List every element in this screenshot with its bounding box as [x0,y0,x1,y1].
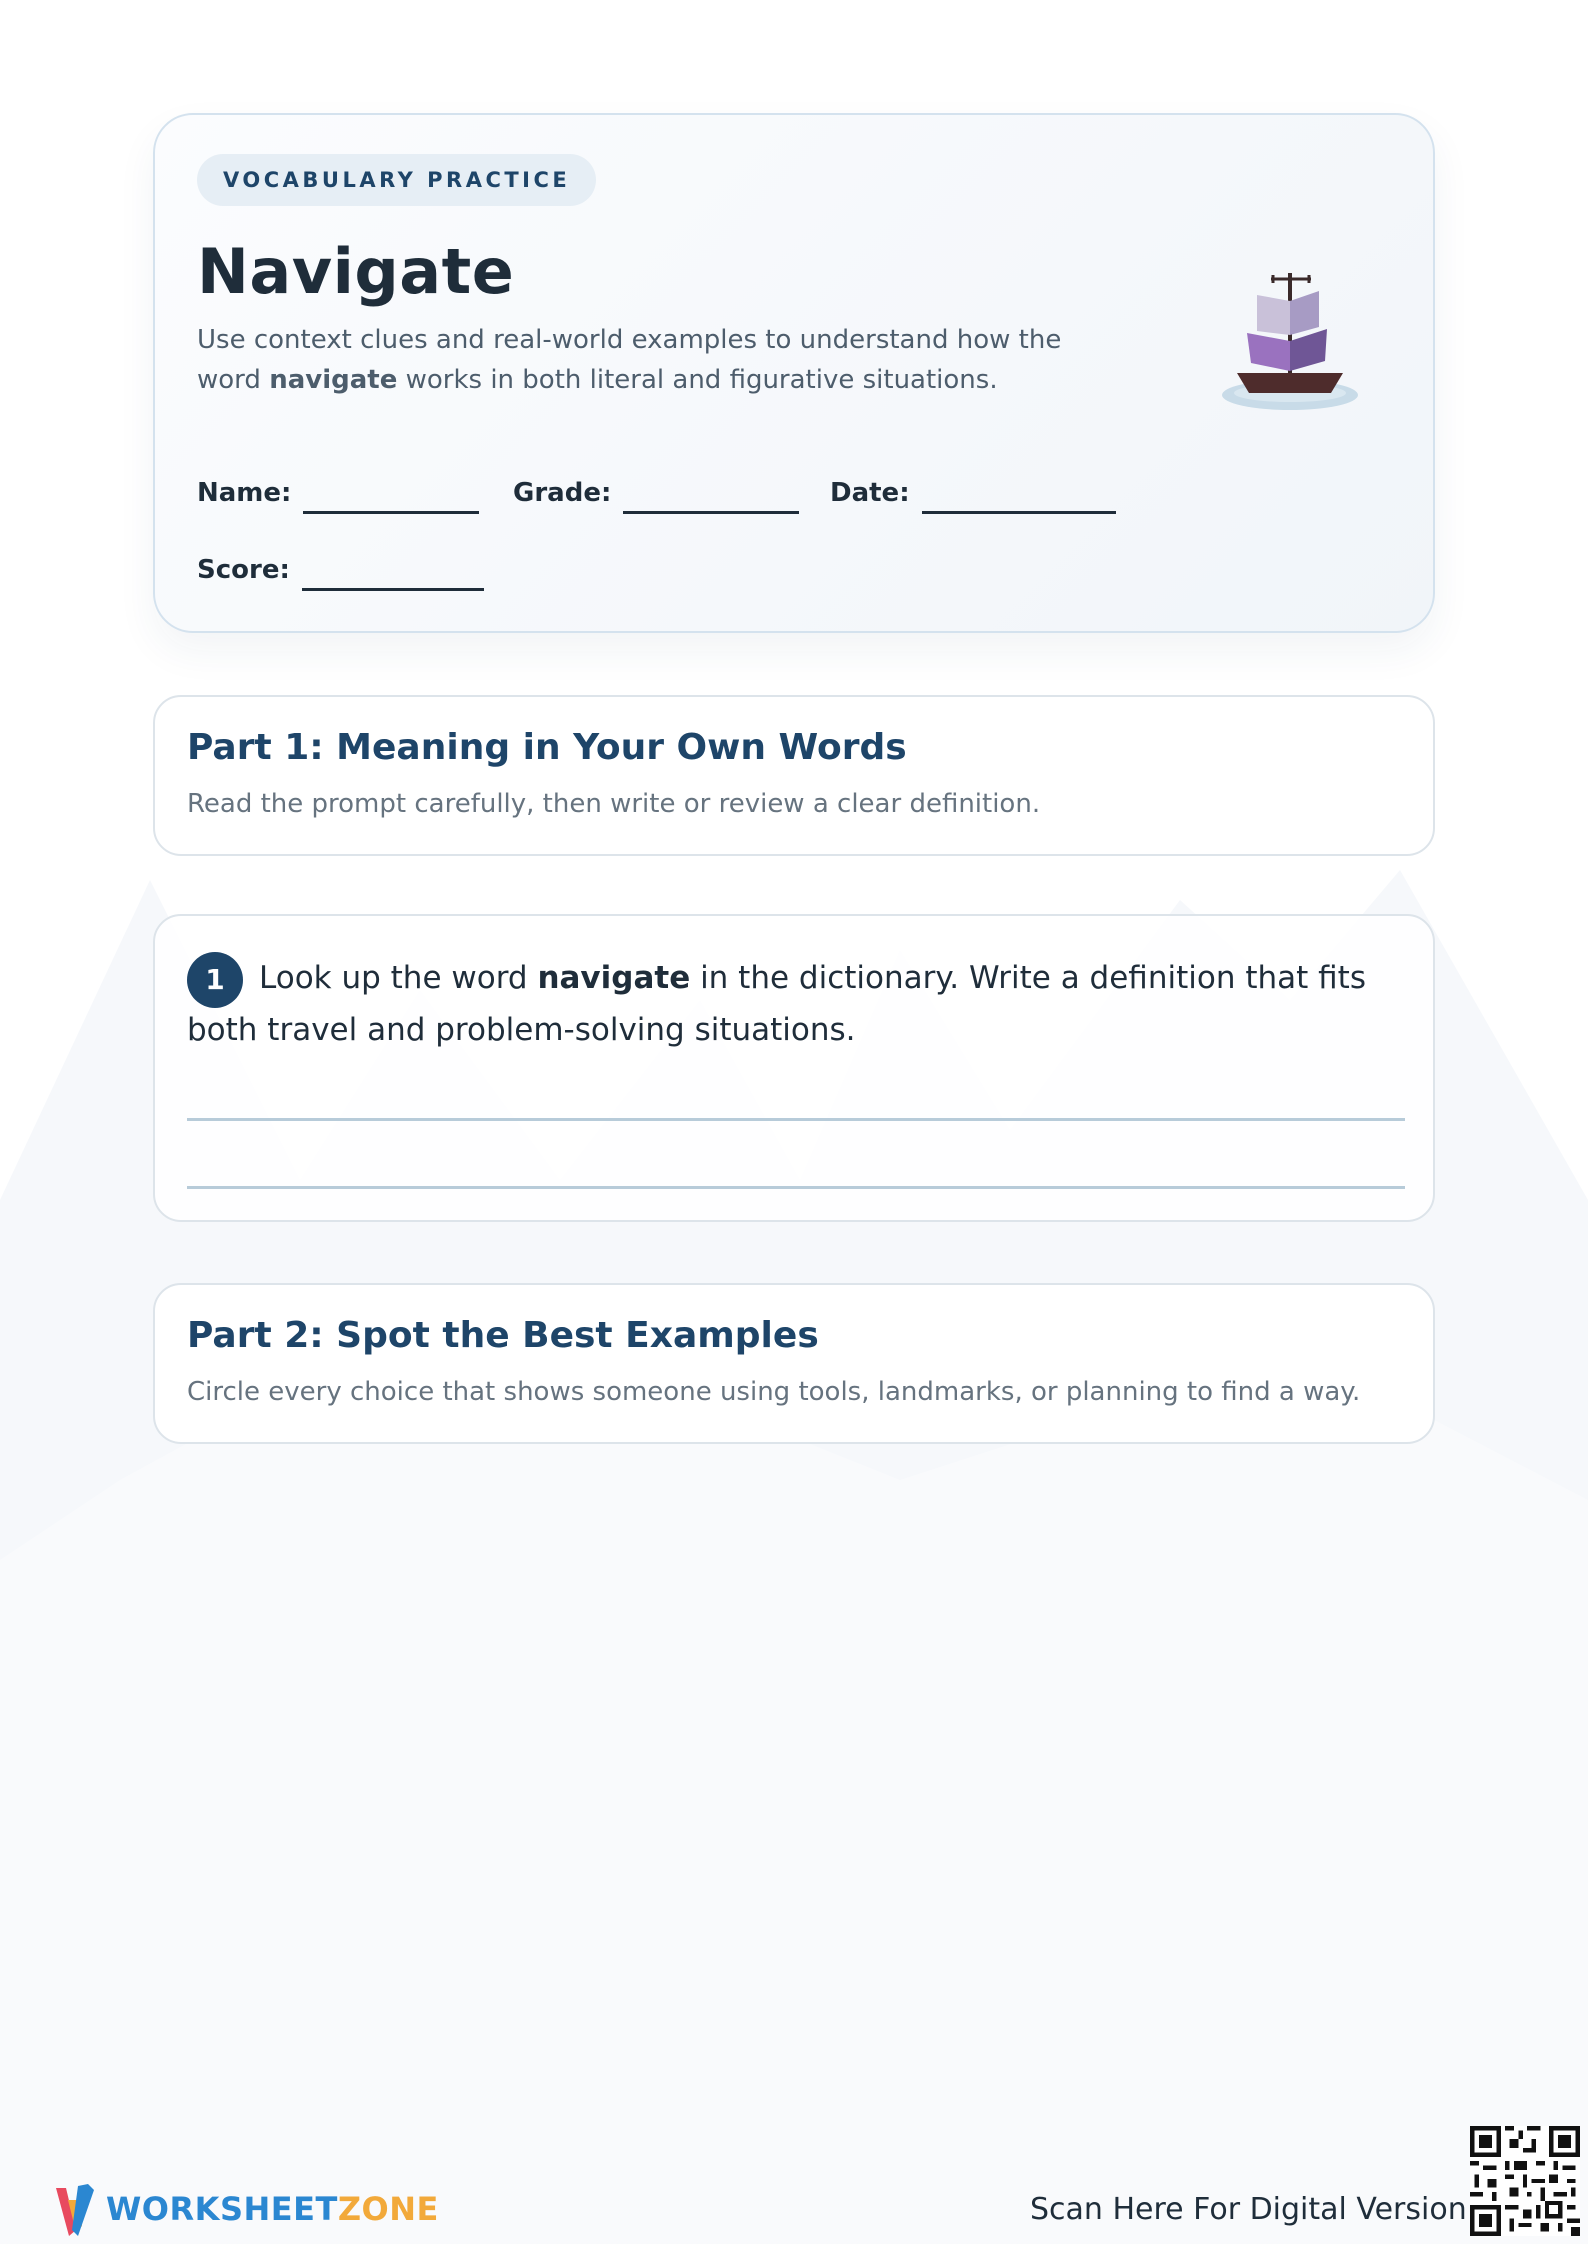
qr-code-icon[interactable] [1470,2126,1580,2236]
question-1-card [153,914,1435,1222]
part2-description: Circle every choice that shows someone using tools, landmarks, or planning to find a way. [187,1377,1361,1407]
category-tag: VOCABULARY PRACTICE [197,154,596,206]
question-1-text: Look up the word navigate in the dictionary. Write a definition that fits both travel and problem-solving situations. [187,960,1366,1048]
grade-field[interactable] [513,478,799,508]
part2-card [153,1283,1435,1444]
part1-card [153,695,1435,856]
logo-text: WORKSHEETZONE [106,2190,439,2228]
worksheetzone-logo[interactable] [56,2180,439,2238]
grade-blank[interactable] [623,511,799,514]
page-title: Navigate [197,235,515,308]
answer-line[interactable] [187,1186,1405,1189]
part1-title: Part 1: Meaning in Your Own Words [187,727,907,768]
grade-label: Grade: [513,478,612,508]
date-label: Date: [830,478,910,508]
answer-line[interactable] [187,1118,1405,1121]
date-blank[interactable] [922,511,1116,514]
header-card [153,113,1435,633]
name-label: Name: [197,478,292,508]
score-field[interactable] [197,555,484,585]
name-blank[interactable] [303,511,479,514]
score-blank[interactable] [302,588,484,591]
part2-title: Part 2: Spot the Best Examples [187,1315,819,1356]
score-label: Score: [197,555,290,585]
name-field[interactable] [197,478,479,508]
page-subtitle: Use context clues and real-world examples to understand how the word navigate works in both literal and figurative situations. [197,325,1062,395]
scan-caption: Scan Here For Digital Version [1030,2192,1467,2227]
part1-description: Read the prompt carefully, then write or review a clear definition. [187,789,1041,819]
date-field[interactable] [830,478,1116,508]
sailing-ship-icon [1215,255,1365,415]
worksheetzone-logo-icon [56,2180,96,2238]
question-number-badge: 1 [187,952,243,1008]
